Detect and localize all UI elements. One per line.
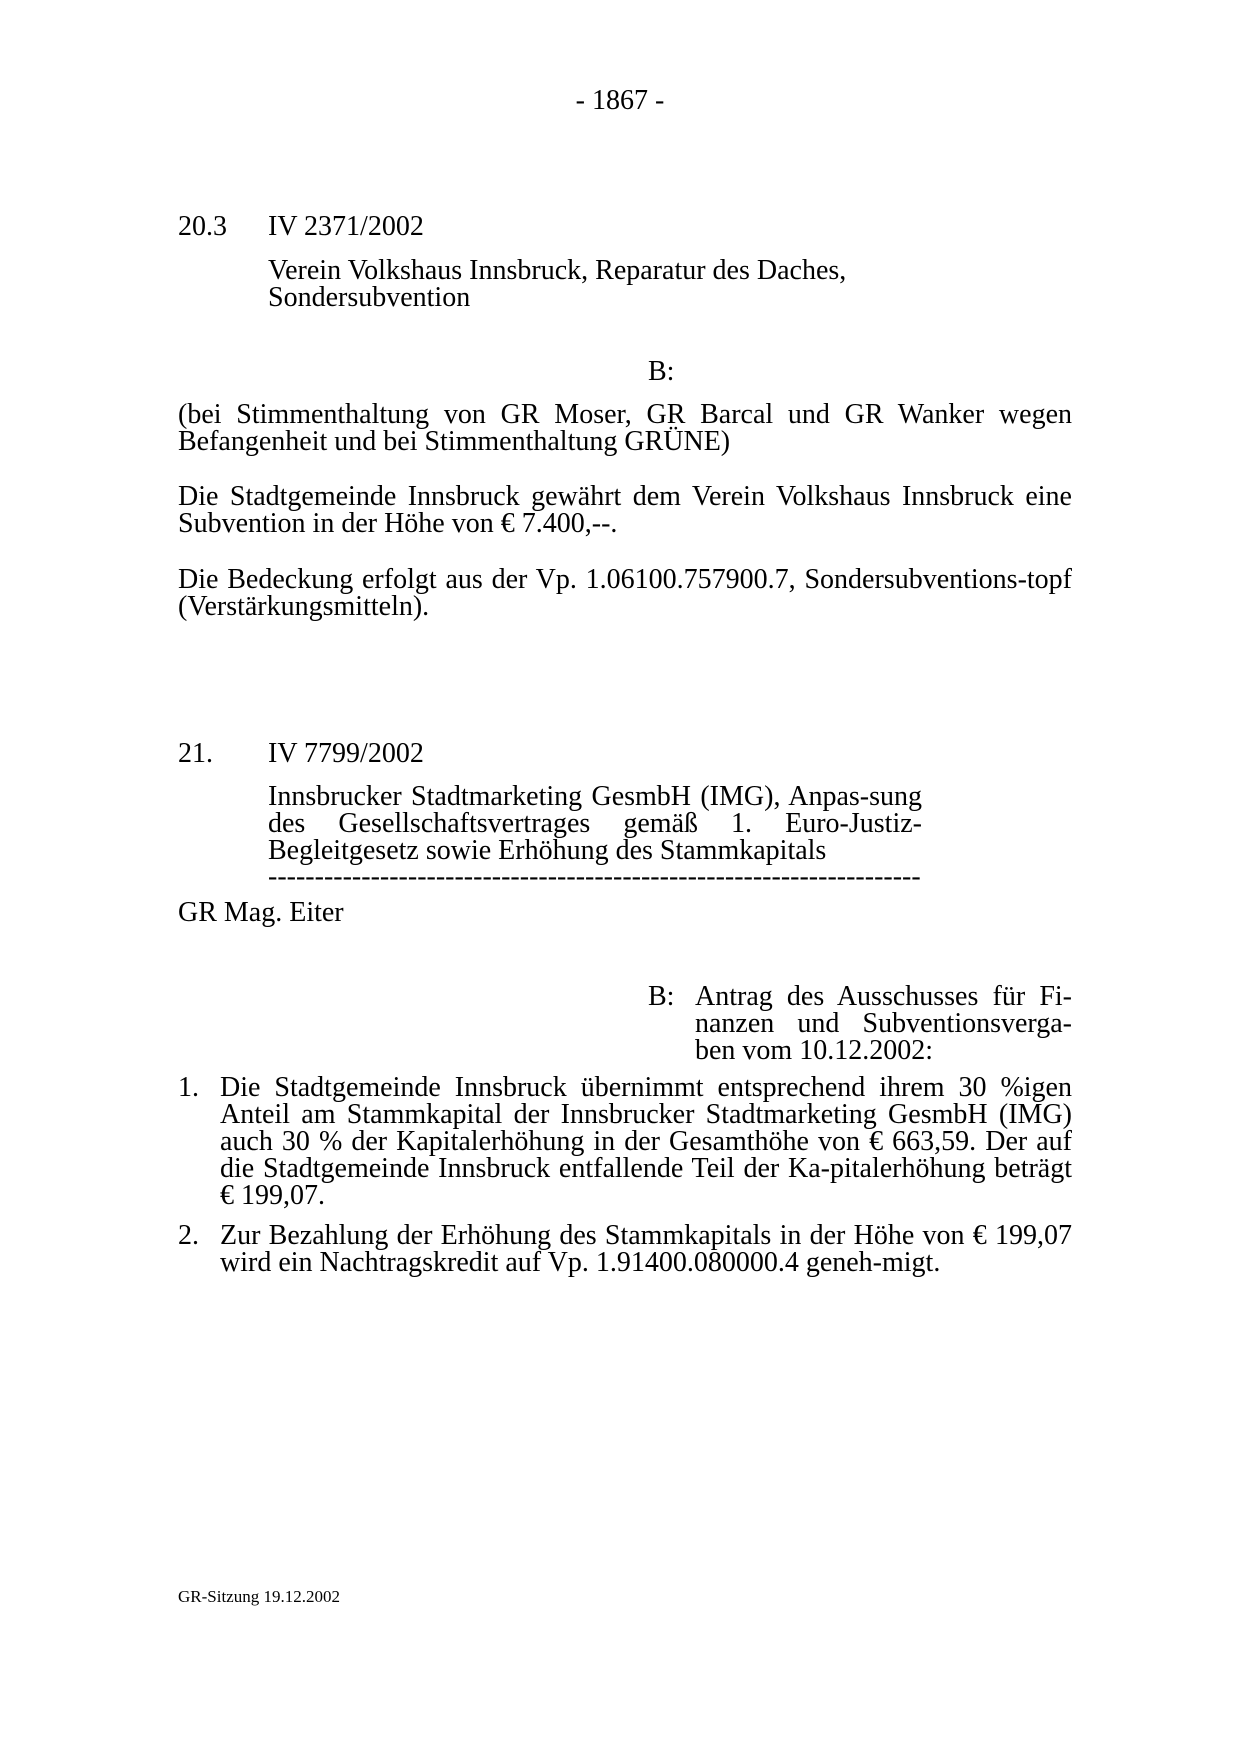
- resolution-text: Antrag des Ausschusses für Fi-nanzen und Subventionsverga-ben vom 10.12.2002:: [695, 981, 1072, 1066]
- voting-note: (bei Stimmenthaltung von GR Moser, GR Barcal und GR Wanker wegen Befangenheit und bei Stimmenthaltung GRÜNE): [178, 399, 1072, 457]
- funding-paragraph: Die Bedeckung erfolgt aus der Vp. 1.06100.757900.7, Sondersubventions-topf (Verstärkungsmitteln).: [178, 564, 1072, 622]
- item-title: Verein Volkshaus Innsbruck, Reparatur des Daches, Sondersubvention: [268, 255, 847, 313]
- resolution-paragraph: Die Stadtgemeinde Innsbruck gewährt dem Verein Volkshaus Innsbruck eine Subvention in der Höhe von € 7.400,--.: [178, 481, 1072, 539]
- item-title: Innsbrucker Stadtmarketing GesmbH (IMG), Anpas-sung des Gesellschaftsvertrages gemäß 1. Euro-Justiz-Begleitgesetz sowie Erhöhung des Stammkapitals: [268, 781, 922, 866]
- list-item-number: 1.: [178, 1072, 199, 1103]
- resolution-label: B:: [648, 981, 675, 1012]
- list-item: Die Stadtgemeinde Innsbruck übernimmt entsprechend ihrem 30 %igen Anteil am Stammkapital der Innsbrucker Stadtmarketing GesmbH (IMG) auch 30 % der Kapitalerhöhung in der Gesamthöhe von € 663,59. Der auf die Stadtgemeinde Innsbruck entfallende Teil der Ka-pitalerhöhung beträgt € 199,07.: [220, 1072, 1072, 1211]
- resolution-label: B:: [648, 356, 675, 387]
- item-reference: IV 2371/2002: [268, 211, 424, 242]
- item-number: 21.: [178, 738, 213, 769]
- list-item: Zur Bezahlung der Erhöhung des Stammkapitals in der Höhe von € 199,07 wird ein Nachtragskredit auf Vp. 1.91400.080000.4 geneh-migt.: [220, 1220, 1072, 1278]
- page-number: - 1867 -: [575, 85, 665, 116]
- list-item-number: 2.: [178, 1220, 199, 1251]
- speaker: GR Mag. Eiter: [178, 897, 344, 928]
- separator-line: ----------------------------------------------------------------------: [268, 863, 921, 890]
- item-reference: IV 7799/2002: [268, 738, 424, 769]
- item-number: 20.3: [178, 211, 227, 242]
- footer: GR-Sitzung 19.12.2002: [178, 1587, 340, 1606]
